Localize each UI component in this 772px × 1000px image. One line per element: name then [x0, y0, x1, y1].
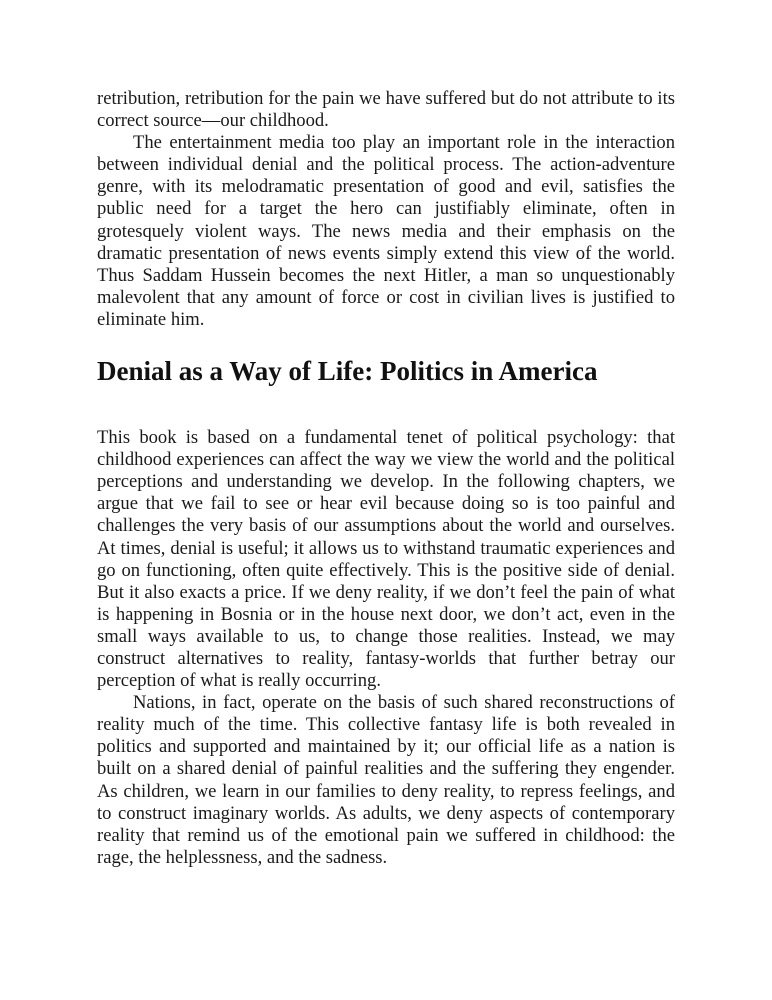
book-page: [97, 88, 675, 869]
paragraph-political-psychology: This book is based on a fundamental tenet of political psychology: that childhood experiences can affect the way we view the world and the political perceptions and understanding we develop. In the following chapters, we argue that we fail to see or hear evil because doing so is too painful and challenges the very basis of our assumptions about the world and ourselves. At times, denial is useful; it allows us to withstand traumatic experiences and go on functioning, often quite effectively. This is the positive side of denial. But it also exacts a price. If we deny reality, if we don’t feel the pain of what is happening in Bosnia or in the house next door, we don’t act, even in the small ways available to us, to change those realities. Instead, we may construct alternatives to reality, fantasy-worlds that further betray our perception of what is really occurring.: [97, 427, 675, 692]
paragraph-nations: Nations, in fact, operate on the basis of such shared reconstructions of reality much of the time. This collective fantasy life is both revealed in politics and supported and maintained by it; our official life as a nation is built on a shared denial of painful realities and the suffering they engender. As children, we learn in our families to deny reality, to repress feelings, and to construct imaginary worlds. As adults, we deny aspects of contemporary reality that remind us of the emotional pain we suffered in childhood: the rage, the helplessness, and the sadness.: [97, 692, 675, 868]
paragraph-entertainment-media: The entertainment media too play an important role in the interaction between individual denial and the political process. The action-adventure genre, with its melodramatic presentation of good and evil, satisfies the public need for a target the hero can justifiably eliminate, often in grotesquely violent ways. The news media and their emphasis on the dramatic presentation of news events simply extend this view of the world. Thus Saddam Hussein becomes the next Hitler, a man so unquestionably malevolent that any amount of force or cost in civilian lives is justified to eliminate him.: [97, 132, 675, 330]
section-heading: Denial as a Way of Life: Politics in America: [97, 356, 598, 387]
paragraph-continuation: retribution, retribution for the pain we have suffered but do not attribute to its correct source—our childhood.: [97, 88, 675, 132]
